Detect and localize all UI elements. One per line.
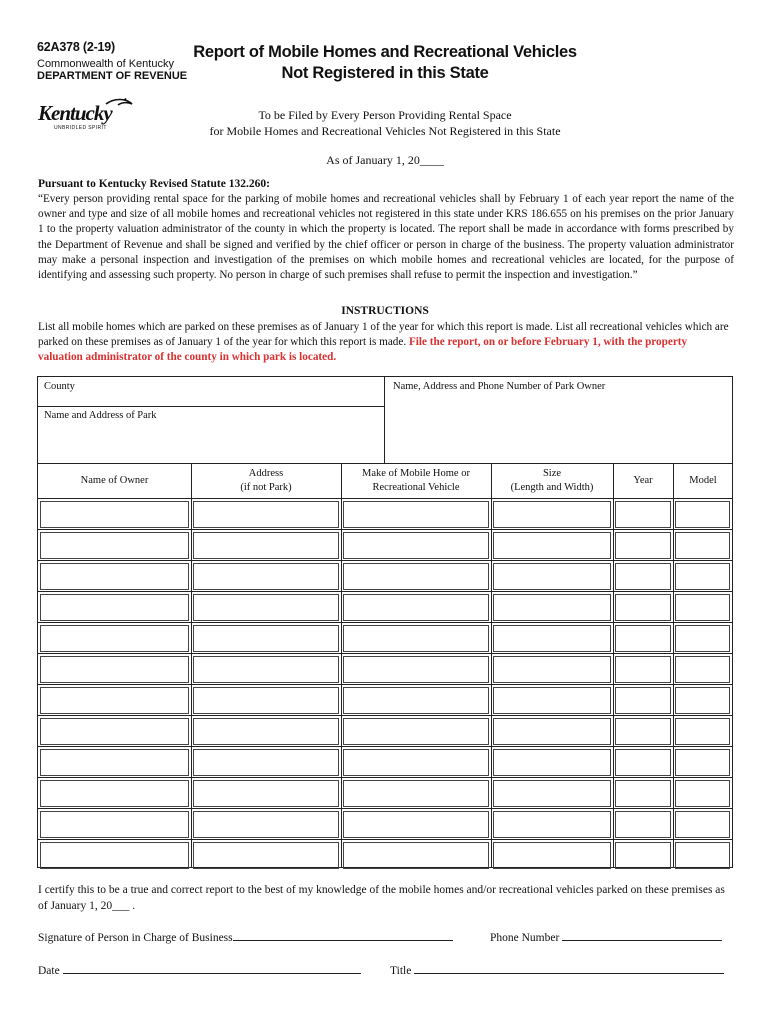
park-owner-field[interactable] [384, 376, 733, 464]
table-cell-input[interactable] [193, 780, 339, 807]
form-number: 62A378 (2-19) [37, 40, 116, 54]
table-row [38, 684, 732, 715]
date-label: Date [38, 965, 60, 977]
signature-field[interactable] [233, 929, 453, 941]
table-cell-input[interactable] [675, 749, 730, 776]
column-header-owner: Name of Owner [80, 475, 149, 486]
title-field[interactable] [414, 962, 724, 974]
table-cell-input[interactable] [675, 532, 730, 559]
table-cell-input[interactable] [493, 687, 611, 714]
date-field[interactable] [63, 962, 361, 974]
as-of-date[interactable]: As of January 1, 20____ [326, 153, 444, 167]
title-row [390, 962, 724, 977]
vehicle-table [37, 463, 733, 868]
column-header-size: Size (Length and Width) [510, 468, 594, 493]
column-header-make: Make of Mobile Home or Recreational Vehicle [362, 468, 470, 493]
table-cell-input[interactable] [343, 563, 489, 590]
table-cell-input[interactable] [40, 811, 189, 838]
form-title-line2: Not Registered in this State [281, 64, 489, 82]
table-cell-input[interactable] [675, 625, 730, 652]
table-cell-input[interactable] [615, 625, 671, 652]
table-cell-input[interactable] [343, 594, 489, 621]
table-cell-input[interactable] [40, 656, 189, 683]
table-cell-input[interactable] [343, 749, 489, 776]
table-cell-input[interactable] [343, 811, 489, 838]
table-cell-input[interactable] [675, 563, 730, 590]
table-cell-input[interactable] [675, 811, 730, 838]
table-row [38, 808, 732, 839]
form-title [160, 42, 610, 84]
table-cell-input[interactable] [193, 842, 339, 869]
table-row [38, 498, 732, 529]
table-cell-input[interactable] [40, 532, 189, 559]
form-title-line1: Report of Mobile Homes and Recreational Vehicles [193, 43, 577, 61]
table-cell-input[interactable] [675, 594, 730, 621]
table-cell-input[interactable] [675, 780, 730, 807]
table-cell-input[interactable] [40, 501, 189, 528]
phone-label: Phone Number [490, 932, 560, 944]
table-cell-input[interactable] [675, 718, 730, 745]
table-cell-input[interactable] [615, 687, 671, 714]
svg-text:Kentucky: Kentucky [38, 101, 112, 125]
statute-text: “Every person providing rental space for the parking of mobile homes and recreational vehicles shall by February 1 of each year report the name of the owner and type and size of all mobile homes and recreational vehicles not registered in this state under KRS 186.655 on his premises on the prior January 1 to the property valuation administrator of the county in which the property is located. The report shall be made in accordance with forms prescribed by the Department of Revenue and shall be signed and verified by the chief officer or person in charge of the business. The property valuation administrator may make a personal inspection and investigation of the premises on which mobile homes and recreational vehicles are located, for the purpose of identifying and assessing such property. No person in charge of such premises shall refuse to permit the inspection and investigation.” [38, 193, 734, 282]
form-subtitle [120, 107, 650, 139]
table-cell-input[interactable] [343, 625, 489, 652]
table-row [38, 653, 732, 684]
table-cell-input[interactable] [193, 532, 339, 559]
park-name-label: Name and Address of Park [44, 410, 157, 421]
date-row [38, 962, 361, 977]
table-cell-input[interactable] [493, 811, 611, 838]
table-cell-input[interactable] [193, 811, 339, 838]
table-cell-input[interactable] [40, 780, 189, 807]
county-field[interactable] [37, 376, 385, 407]
table-cell-input[interactable] [343, 780, 489, 807]
subtitle-line1: To be Filed by Every Person Providing Rental Space [258, 108, 512, 122]
table-cell-input[interactable] [615, 594, 671, 621]
table-cell-input[interactable] [615, 563, 671, 590]
table-cell-input[interactable] [193, 594, 339, 621]
column-header-address: Address (if not Park) [240, 468, 292, 493]
table-row [38, 746, 732, 777]
signature-label: Signature of Person in Charge of Business [38, 932, 233, 944]
table-cell-input[interactable] [343, 532, 489, 559]
table-cell-input[interactable] [343, 718, 489, 745]
table-cell-input[interactable] [675, 842, 730, 869]
statute-heading: Pursuant to Kentucky Revised Statute 132.260: [38, 178, 270, 190]
table-cell-input[interactable] [193, 501, 339, 528]
department-label: DEPARTMENT OF REVENUE [37, 70, 188, 82]
table-cell-input[interactable] [493, 563, 611, 590]
table-cell-input[interactable] [615, 532, 671, 559]
table-cell-input[interactable] [343, 687, 489, 714]
table-row [38, 777, 732, 808]
commonwealth-label: Commonwealth of Kentucky [37, 58, 174, 70]
column-header-year: Year [633, 475, 653, 486]
table-cell-input[interactable] [615, 501, 671, 528]
column-header-model: Model [689, 475, 717, 486]
table-cell-input[interactable] [40, 687, 189, 714]
table-cell-input[interactable] [40, 749, 189, 776]
table-cell-input[interactable] [40, 842, 189, 869]
table-cell-input[interactable] [675, 687, 730, 714]
table-cell-input[interactable] [343, 842, 489, 869]
table-cell-input[interactable] [493, 718, 611, 745]
table-cell-input[interactable] [675, 501, 730, 528]
title-label: Title [390, 965, 412, 977]
table-cell-input[interactable] [493, 656, 611, 683]
table-cell-input[interactable] [40, 625, 189, 652]
table-row [38, 839, 732, 870]
park-owner-label: Name, Address and Phone Number of Park Owner [393, 381, 606, 392]
table-cell-input[interactable] [493, 749, 611, 776]
table-cell-input[interactable] [675, 656, 730, 683]
table-cell-input[interactable] [493, 625, 611, 652]
table-row [38, 560, 732, 591]
table-cell-input[interactable] [615, 656, 671, 683]
table-cell-input[interactable] [40, 718, 189, 745]
subtitle-line2: for Mobile Homes and Recreational Vehicles Not Registered in this State [209, 124, 561, 138]
county-label: County [44, 381, 75, 392]
table-cell-input[interactable] [193, 563, 339, 590]
table-cell-input[interactable] [615, 811, 671, 838]
instructions-heading: INSTRUCTIONS [341, 305, 429, 317]
svg-text:UNBRIDLED SPIRIT: UNBRIDLED SPIRIT [54, 125, 107, 131]
table-cell-input[interactable] [193, 718, 339, 745]
park-name-field[interactable] [37, 406, 385, 464]
table-cell-input[interactable] [193, 749, 339, 776]
certification-text: I certify this to be a true and correct report to the best of my knowledge of the mobile homes and/or recreational vehicles parked on these premises as of January 1, 20___ . [38, 884, 725, 912]
instructions-emphasis: File the report, on or before February 1, with the property valuation administrator of the county in which park is located. [38, 336, 688, 364]
table-row [38, 622, 732, 653]
table-cell-input[interactable] [493, 594, 611, 621]
table-cell-input[interactable] [615, 842, 671, 869]
table-cell-input[interactable] [493, 501, 611, 528]
table-cell-input[interactable] [193, 625, 339, 652]
table-cell-input[interactable] [615, 718, 671, 745]
table-cell-input[interactable] [193, 687, 339, 714]
table-cell-input[interactable] [40, 563, 189, 590]
table-cell-input[interactable] [493, 842, 611, 869]
table-cell-input[interactable] [615, 780, 671, 807]
table-cell-input[interactable] [343, 656, 489, 683]
instructions-body: List all mobile homes which are parked on these premises as of January 1 of the year for which this report is made. List all recreational vehicles which are parked on these premises as of January 1 of the year for which this report is made. [38, 321, 729, 349]
table-row [38, 715, 732, 746]
table-cell-input[interactable] [615, 749, 671, 776]
phone-row [490, 929, 722, 944]
table-cell-input[interactable] [193, 656, 339, 683]
table-cell-input[interactable] [493, 532, 611, 559]
table-cell-input[interactable] [40, 594, 189, 621]
table-cell-input[interactable] [493, 780, 611, 807]
table-cell-input[interactable] [343, 501, 489, 528]
phone-field[interactable] [562, 929, 722, 941]
instructions-text [38, 320, 734, 366]
table-row [38, 529, 732, 560]
signature-row [38, 929, 453, 944]
table-row [38, 591, 732, 622]
